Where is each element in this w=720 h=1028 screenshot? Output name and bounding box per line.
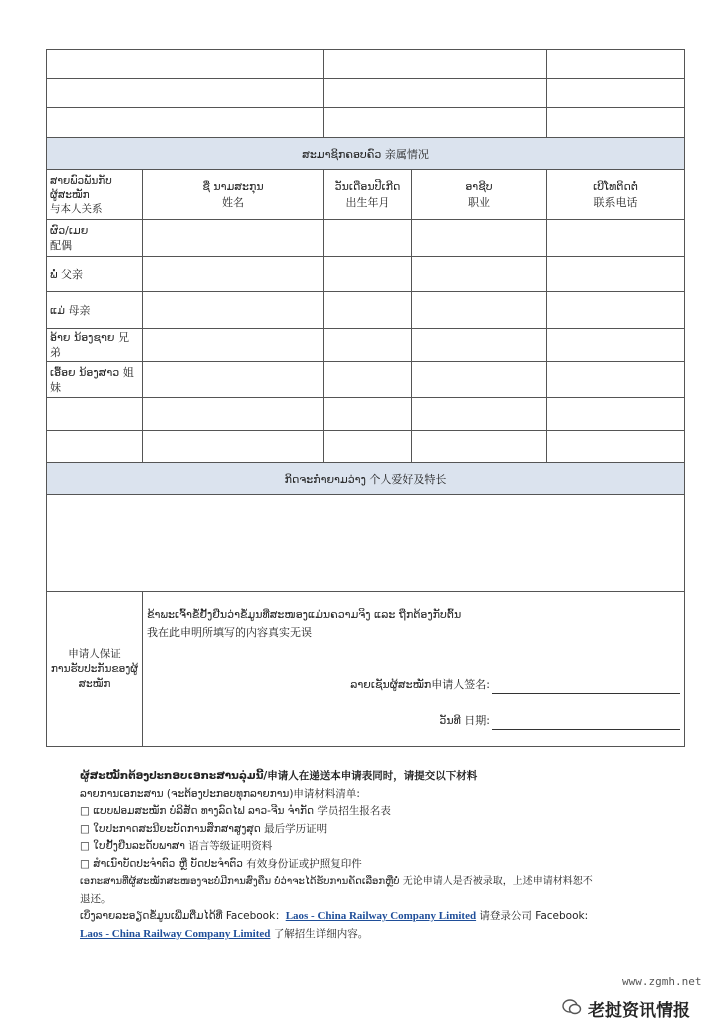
table-cell[interactable] (143, 398, 324, 431)
table-row (47, 79, 685, 108)
table-cell[interactable] (547, 50, 685, 79)
table-cell[interactable] (324, 50, 547, 79)
date-field (439, 712, 680, 730)
materials-list-title: ລາຍການເອກະສານ (ຈະຕ້ອງປະກອບທຸກລາຍການ)申请材料清单: (80, 787, 360, 800)
relation-label-father: ພໍ່ 父亲 (47, 257, 143, 292)
hobby-input-area[interactable] (47, 495, 685, 592)
name-header-cn: 姓名 (222, 195, 244, 209)
name-header-lao: ຊື່ ນາມສະກຸນ (202, 179, 264, 193)
relation-label-spouse (47, 220, 143, 257)
table-cell[interactable] (324, 220, 412, 257)
row-label-line: 配偶 (50, 239, 72, 252)
table-row (47, 292, 685, 329)
relation-label-sisters (47, 362, 143, 398)
facebook-details-text: 了解招生详细内容。 (270, 927, 369, 940)
signature-field (350, 676, 680, 694)
table-cell[interactable] (324, 398, 412, 431)
declaration-cell (143, 592, 685, 747)
notes-intro: ຜູ້ສະໝັກຕ້ອງປະກອບເອກະສານລຸ່ມນີ້/申请人在递送本申请表同时，请提交以下材料 (80, 770, 478, 782)
birth-column-header (324, 170, 412, 220)
relation-header-lao-2: ຜູ້ສະໝັກ (50, 188, 90, 201)
table-cell[interactable] (412, 257, 547, 292)
table-cell[interactable] (412, 398, 547, 431)
table-cell[interactable] (324, 108, 547, 138)
declaration-text-lao: ຂ້າພະເຈົ້າຂໍ້ຢັ້ງຢືນວ່າຂໍ້ມູນທີ່ສະໜອງແມ່ນຄວາມຈິງ ແລະ ຖືກຕ້ອງກັບຕົ້ນ (147, 608, 462, 621)
table-row (47, 398, 685, 431)
table-cell[interactable] (412, 431, 547, 463)
guarantee-label-lao-1: ການຮັບປະກັນຂອງຜູ້ (50, 662, 139, 675)
facebook-suffix: 请登录公司 Facebook: (476, 910, 589, 922)
site-watermark: www.zgmh.net (622, 975, 702, 988)
table-cell[interactable] (143, 220, 324, 257)
guarantee-label-cn: 申请人保证 (68, 647, 121, 660)
table-cell[interactable] (547, 108, 685, 138)
table-cell[interactable] (47, 431, 143, 463)
facebook-info-line (80, 908, 690, 926)
job-column-header (412, 170, 547, 220)
table-row (47, 329, 685, 362)
material-item: □ ສຳເນົາບັດປະຈຳຕົວ ຫຼື ບັດປະຈຳຕົວ 有效身份证或护照复印件 (80, 857, 362, 870)
table-row (47, 431, 685, 463)
table-row (47, 220, 685, 257)
facebook-link[interactable]: Laos - China Railway Company Limited (285, 910, 477, 922)
table-cell[interactable] (143, 431, 324, 463)
table-cell[interactable] (547, 329, 685, 362)
table-cell[interactable] (324, 431, 412, 463)
material-item: □ ໃບຢັ້ງຢືນລະດັບພາສາ 语言等级证明资料 (80, 840, 273, 852)
table-cell[interactable] (547, 257, 685, 292)
table-cell[interactable] (547, 292, 685, 329)
date-line[interactable] (492, 717, 680, 730)
row-label-line: ຜົວ/ເມຍ (50, 224, 89, 237)
family-section-title: ສະມາຊິກຄອບຄົວ 亲属情况 (47, 138, 685, 170)
table-cell[interactable] (547, 79, 685, 108)
signature-label: ລາຍເຊັນຜູ້ສະໝັກ申请人签名: (350, 678, 490, 691)
signature-line[interactable] (492, 681, 680, 694)
material-item: □ ໃບປະກາດສະນີຍະບັດການສຶກສາສູງສຸດ 最后学历证明 (80, 822, 328, 835)
name-column-header (143, 170, 324, 220)
family-form-table (46, 49, 685, 747)
table-cell[interactable] (412, 220, 547, 257)
wechat-icon (562, 998, 582, 1016)
declaration-text-cn: 我在此申明所填写的内容真实无误 (147, 626, 312, 639)
guarantee-label-lao-2: ສະໝັກ (78, 677, 111, 690)
table-cell[interactable] (47, 79, 324, 108)
table-cell[interactable] (547, 362, 685, 398)
watermark-text: 老挝资讯情报 (588, 1001, 690, 1021)
family-column-headers (47, 170, 685, 220)
table-cell[interactable] (143, 292, 324, 329)
facebook-link-2[interactable]: Laos - China Railway Company Limited (80, 927, 271, 940)
no-return-notice-end: 退还。 (80, 892, 112, 905)
job-header-cn: 职业 (468, 195, 490, 209)
table-cell[interactable] (47, 108, 324, 138)
table-cell[interactable] (412, 292, 547, 329)
table-cell[interactable] (547, 398, 685, 431)
table-cell[interactable] (143, 362, 324, 398)
relation-header-lao-1: ສາຍພົວພັນກັບ (50, 174, 112, 187)
row-label-line: ເອື້ອຍ ນ້ອງສາວ 姐 (50, 365, 134, 379)
birth-header-lao: ວັນເດືອນປີເກີດ (334, 179, 401, 193)
relation-label-mother: ແມ່ 母亲 (47, 292, 143, 329)
material-item: □ ແບບຟອມສະໝັກ ບໍລິສັດ ທາງລົດໄຟ ລາວ-ຈີນ ຈຳກັດ 学员招生报名表 (80, 805, 391, 817)
no-return-notice: ເອກະສານທີ່ຜູ້ສະໝັກສະໜອງຈະບໍ່ມີການສົ່ງຄືນ ບໍ່ວ່າຈະໄດ້ຮັບການຄັດເລືອກຫຼືບໍ່ 无论申请人是否被录取，上述申请材料恕不 (80, 876, 593, 887)
facebook-info-line-2 (80, 926, 690, 944)
submission-notes (80, 768, 690, 943)
table-cell[interactable] (324, 257, 412, 292)
table-cell[interactable] (547, 220, 685, 257)
table-cell[interactable] (412, 329, 547, 362)
date-label: ວັນທີ 日期: (439, 714, 490, 727)
declaration-row (47, 592, 685, 747)
table-cell[interactable] (324, 362, 412, 398)
phone-header-cn: 联系电话 (593, 195, 638, 209)
job-header-lao: ອາຊີບ (465, 179, 493, 193)
relation-header-cn: 与本人关系 (50, 202, 103, 215)
hobby-section-title: ກິດຈະກຳຍາມວ່າງ 个人爱好及特长 (47, 463, 685, 495)
table-cell[interactable] (324, 292, 412, 329)
table-row (47, 50, 685, 79)
row-label-line: 妹 (50, 380, 61, 394)
table-cell[interactable] (47, 50, 324, 79)
phone-column-header (547, 170, 685, 220)
facebook-prefix: ເບິ່ງລາຍລະອຽດຂໍ້ມູນເພີ່ມຕື່ມໄດ້ທີ່ Facebook： (80, 910, 286, 922)
guarantee-label (47, 592, 143, 747)
table-cell[interactable] (324, 329, 412, 362)
table-cell[interactable] (412, 362, 547, 398)
table-row (47, 257, 685, 292)
phone-header-lao: ເບີໂທຕິດຕໍ່ (593, 179, 638, 193)
table-cell[interactable] (143, 329, 324, 362)
table-cell[interactable] (143, 257, 324, 292)
table-row (47, 362, 685, 398)
table-row (47, 108, 685, 138)
table-cell[interactable] (547, 431, 685, 463)
birth-header-cn: 出生年月 (345, 195, 390, 209)
table-cell[interactable] (324, 79, 547, 108)
table-cell[interactable] (47, 398, 143, 431)
relation-column-header (47, 170, 143, 220)
relation-label-brothers: ອ້າຍ ນ້ອງຊາຍ 兄弟 (47, 329, 143, 362)
